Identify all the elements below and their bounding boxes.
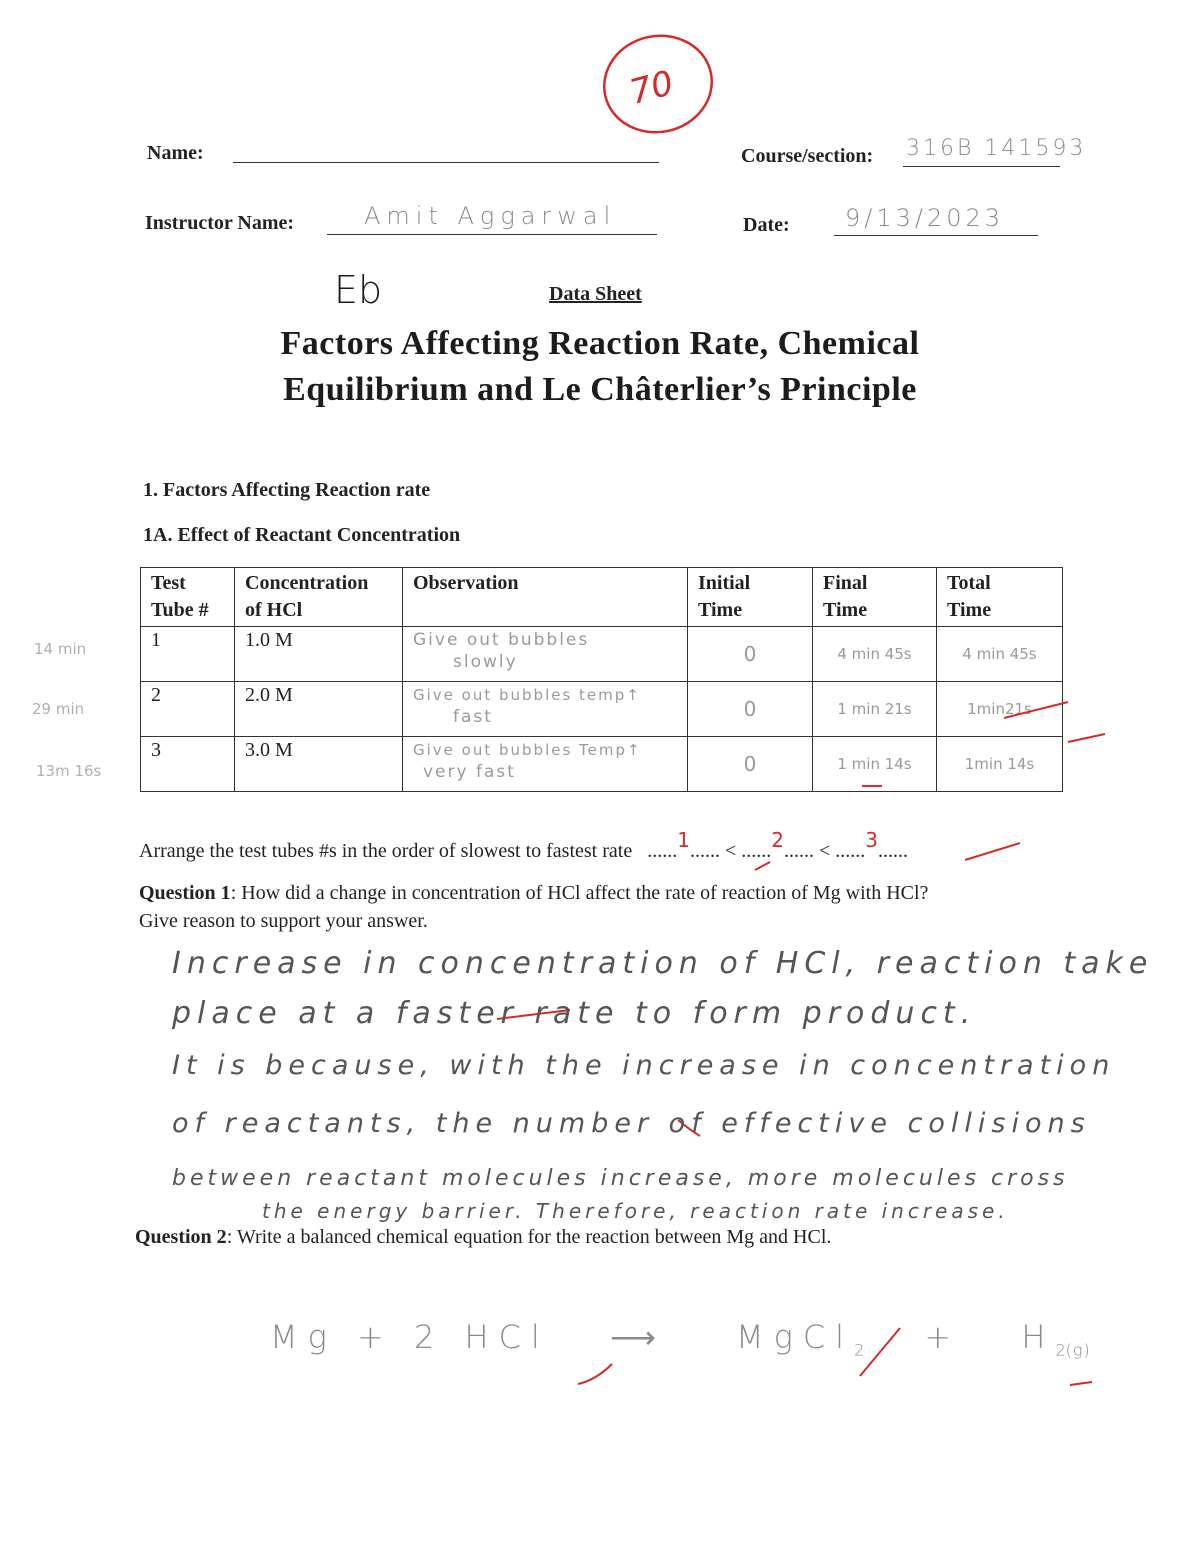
question-1-text-line-2: Give reason to support your answer. [139, 910, 428, 932]
instructor-value: Amit Aggarwal [364, 202, 617, 230]
answer-line: of reactants, the number of effective collisions [172, 1108, 1091, 1139]
observation-line-1: Give out bubbles [413, 630, 590, 650]
equation-hydrogen-subscript: 2 [1055, 1340, 1066, 1360]
equation-hydrogen: H [1021, 1318, 1056, 1356]
initial-time: 0 [688, 682, 813, 737]
margin-note-row-2: 29 min [32, 700, 85, 718]
answer-line: It is because, with the increase in concentration [172, 1050, 1116, 1081]
tube-number: 3 [141, 737, 235, 792]
equation-arrow: ⟶ [609, 1318, 666, 1356]
question-2-label: Question 2 [135, 1226, 227, 1248]
margin-note-row-1: 14 min [34, 640, 87, 658]
date-label: Date: [743, 214, 790, 236]
question-1-label: Question 1 [139, 882, 231, 904]
grade-score: 70 [625, 63, 678, 113]
instructor-label: Instructor Name: [145, 212, 295, 234]
equation-product-subscript: 2 [854, 1340, 865, 1360]
final-time: 1 min 21s [813, 682, 937, 737]
total-time: 1min 14s [937, 737, 1063, 792]
margin-note-row-3: 13m 16s [36, 762, 102, 780]
observation-line-1: Give out bubbles Temp↑ [413, 741, 642, 759]
header-test-tube: Test Tube # [141, 568, 235, 627]
total-time: 1min21s [937, 682, 1063, 737]
arrange-prompt [139, 828, 908, 863]
section-1-heading: 1. Factors Affecting Reaction rate [143, 479, 431, 501]
header-concentration: Concentration of HCl [235, 568, 403, 627]
equation-plus: + [924, 1318, 962, 1356]
answer-line: Increase in concentration of HCl, reaction take [172, 946, 1154, 981]
arrange-third: 3 [865, 828, 878, 852]
observation-line-2: fast [453, 707, 493, 727]
arrange-second: 2 [771, 828, 784, 852]
equation-product-mgcl: MgCl [736, 1318, 855, 1356]
arrange-dots: ...... [783, 840, 814, 862]
concentration-value: 1.0 M [235, 627, 403, 682]
arrange-dots: ...... [647, 840, 678, 862]
final-time: 1 min 14s [813, 737, 937, 792]
concentration-value: 2.0 M [235, 682, 403, 737]
date-value: 9/13/2023 [845, 204, 1005, 232]
arrange-dots: ...... [689, 840, 720, 862]
section-1a-heading: 1A. Effect of Reactant Concentration [143, 524, 461, 546]
eb-mark: Eb [334, 268, 383, 312]
question-1-text: : How did a change in concentration of HCl affect the rate of reaction of Mg with HCl? [230, 882, 929, 904]
name-label: Name: [147, 142, 204, 164]
arrange-text: Arrange the test tubes #s in the order of slowest to fastest rate [139, 840, 633, 862]
header-final-time: Final Time [813, 568, 937, 627]
arrange-less-than: < [818, 840, 831, 862]
answer-line: between reactant molecules increase, more molecules cross [172, 1166, 1069, 1191]
answer-line: the energy barrier. Therefore, reaction rate increase. [262, 1199, 1009, 1223]
observation-line-2: very fast [423, 762, 516, 782]
equation-state: (g) [1065, 1340, 1091, 1360]
observation-line-1: Give out bubbles temp↑ [413, 686, 641, 704]
course-value: 316B 141593 [906, 136, 1087, 161]
page-title-line-1: Factors Affecting Reaction Rate, Chemical [280, 325, 920, 362]
question-2 [135, 1226, 831, 1249]
observation-line-2: slowly [453, 652, 518, 672]
header-total-time: Total Time [937, 568, 1063, 627]
arrange-dots: ...... [835, 840, 866, 862]
final-time: 4 min 45s [813, 627, 937, 682]
question-1 [139, 882, 928, 905]
header-initial-time: Initial Time [688, 568, 813, 627]
chemical-equation [270, 1318, 1091, 1359]
tube-number: 1 [141, 627, 235, 682]
header-observation: Observation [403, 568, 688, 627]
total-time: 4 min 45s [937, 627, 1063, 682]
arrange-first: 1 [677, 828, 690, 852]
arrange-less-than: < [724, 840, 737, 862]
question-2-text: : Write a balanced chemical equation for the reaction between Mg and HCl. [226, 1226, 832, 1248]
page-title-line-2: Equilibrium and Le Châterlier’s Principle [283, 371, 917, 408]
course-label: Course/section: [741, 145, 874, 167]
tube-number: 2 [141, 682, 235, 737]
arrange-dots: ...... [741, 840, 772, 862]
concentration-value: 3.0 M [235, 737, 403, 792]
answer-line: place at a faster rate to form product. [172, 996, 977, 1031]
initial-time: 0 [688, 737, 813, 792]
initial-time: 0 [688, 627, 813, 682]
data-sheet-heading: Data Sheet [549, 283, 642, 305]
arrange-dots: ...... [877, 840, 908, 862]
equation-reactants: Mg + 2 HCl [270, 1318, 550, 1356]
